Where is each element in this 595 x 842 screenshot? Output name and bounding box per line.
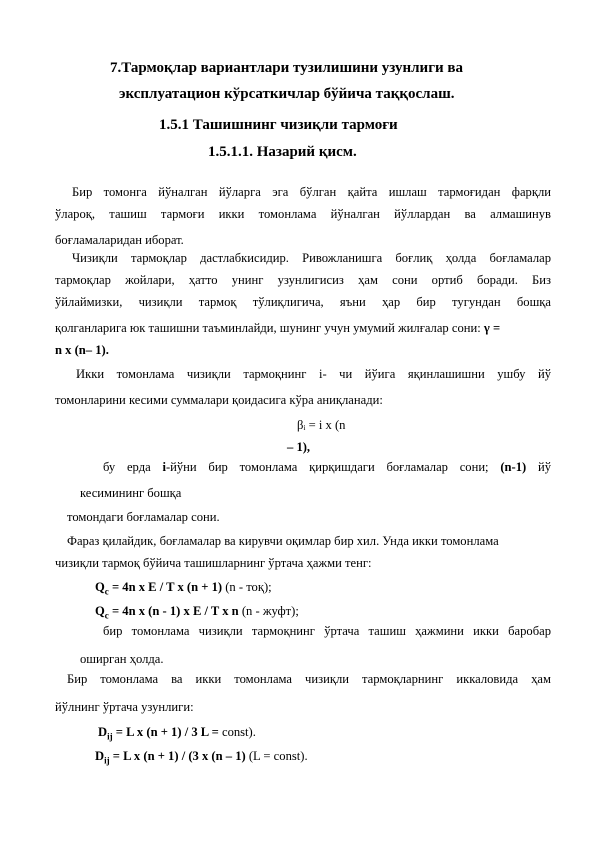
para1-line-1: Бир томонга йўналган йўларга эга бўлган қайта ишлаш тармоғидан фарқли (72, 185, 551, 199)
qc-formula-odd (95, 576, 272, 603)
para4-symbol-i: i (162, 460, 166, 474)
para3-line-2: томонларини кесими суммалари қоидасига кўра аниқланади: (55, 393, 383, 407)
section-title: 1.5.1 Ташишнинг чизиқли тармоғи (159, 117, 398, 133)
para2-line-3: ўйлаймизки, чизиқли тармоқ тўлиқлигича, яъни ҳар бир тугундан бошқа (55, 295, 551, 309)
para2-line-1: Чизиқли тармоқлар дастлабкисидир. Ривожланишга боғлиқ ҳолда боғламалар (72, 251, 551, 265)
beta-formula-part-2: – 1), (287, 440, 311, 454)
gamma-formula-start: γ = (483, 321, 501, 335)
qc-expression: = 4n x E / T x (n + 1) (108, 580, 223, 594)
para7-line-2: йўлнинг ўртача узунлиги: (55, 700, 194, 714)
para1-line-3: боғламаларидан иборат. (55, 233, 184, 247)
subsection-title: 1.5.1.1. Назарий қисм. (208, 144, 357, 160)
para7-line-1: Бир томонлама ва икки томонлама чизиқли тармоқларнинг иккаловида ҳам (67, 672, 551, 686)
para2-line-4-text: қолганларига юк ташишни таъминлайди, шунинг учун умумий жилғалар сони: (55, 321, 481, 335)
dij-subscript: ij (107, 731, 113, 742)
qc-condition: (n - жуфт); (238, 604, 299, 618)
para2-line-4 (55, 317, 500, 339)
dij-symbol: D (95, 749, 105, 763)
para4-text-c: -йўни бир томонлама қирқишдаги боғламалар сони; (165, 460, 489, 474)
para4-symbol-n-1: (n-1) (500, 460, 527, 474)
para1-line-2: ўлароқ, ташиш тармоғи икки томонлама йўналган йўллардан ва алмашинув (55, 207, 551, 221)
dij-subscript: ij (104, 755, 110, 766)
dij-expression: = L x (n + 1) / 3 L = (112, 725, 219, 739)
dij-expression: = L x (n + 1) / (3 x (n – 1) (109, 749, 246, 763)
para4-line-2: кесимининг бошқа (80, 486, 182, 500)
para4-line-3: томондаги боғламалар сони. (67, 510, 220, 524)
qc-condition: (n - тоқ); (222, 580, 272, 594)
dij-formula-1 (98, 721, 256, 748)
para6-line-1: бир томонлама чизиқли тармоқнинг ўртача ташиш ҳажмини икки баробар (103, 624, 551, 638)
dij-formula-2 (95, 745, 308, 772)
qc-subscript: c (104, 586, 109, 597)
para4-text-e: йў (537, 460, 551, 474)
chapter-title-line-2: эксплуатацион кўрсаткичлар бўйича таққослаш. (119, 86, 455, 102)
para3-line-1: Икки томонлама чизиқли тармоқнинг i- чи йўига яқинлашишни ушбу йў (76, 367, 551, 381)
qc-symbol: Q (95, 580, 105, 594)
gamma-formula: n x (n– 1). (55, 343, 109, 357)
qc-subscript: c (104, 610, 109, 621)
para4-line-1 (103, 460, 551, 475)
para6-line-2: оширган ҳолда. (80, 652, 164, 666)
dij-condition: const). (218, 725, 256, 739)
beta-formula-part-1: βᵢ = i x (n (297, 418, 346, 432)
qc-symbol: Q (95, 604, 105, 618)
para5-line-2: чизиқли тармоқ бўйича ташишларнинг ўртача ҳажми тенг: (55, 556, 372, 570)
para5-line-1: Фараз қилайдик, боғламалар ва кирувчи оқимлар бир хил. Унда икки томонлама (67, 534, 499, 548)
chapter-title-line-1: 7.Тармоқлар вариантлари тузилишини узунлиги ва (110, 60, 463, 76)
para4-text-a: бу ерда (103, 460, 151, 474)
para2-line-2: тармоқлар жойлари, ҳатто унинг узунлигисиз ҳам сони ортиб боради. Биз (55, 273, 551, 287)
qc-expression: = 4n x (n - 1) x E / T x n (108, 604, 239, 618)
qc-formula-even (95, 600, 299, 627)
dij-condition: (L = const). (245, 749, 308, 763)
dij-symbol: D (98, 725, 108, 739)
